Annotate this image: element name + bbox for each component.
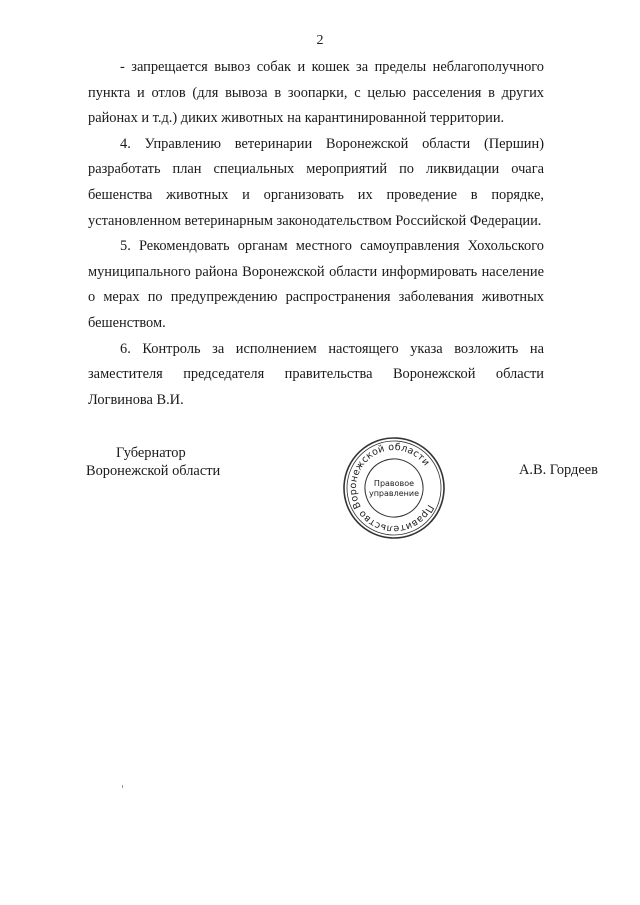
stamp-inner-line1: Правовое xyxy=(373,479,415,488)
paragraph-inform-population: 5. Рекомендовать органам местного самоуправления Хохольского муниципального района Воронежской области информировать население о мерах по предупреждению распространения заболевания животных бешенством. xyxy=(88,238,544,331)
signatory-title xyxy=(86,444,220,480)
official-stamp xyxy=(339,433,449,543)
page-number: 2 xyxy=(316,33,324,48)
document-body xyxy=(88,55,544,413)
stamp-inner-line2: управление xyxy=(368,489,420,498)
signatory-name: А.В. Гордеев xyxy=(519,462,598,478)
scan-speck xyxy=(122,785,123,788)
paragraph-veterinary-plan: 4. Управлению ветеринарии Воронежской области (Першин) разработать план специальных мероприятий по ликвидации очага бешенства животных и организовать их проведение в порядке, установленном ветеринарным законодательством Российской Федерации. xyxy=(88,135,544,229)
paragraph-ban-on-export: - запрещается вывоз собак и кошек за пределы неблагополучного пункта и отлов (для вывоза в зоопарки, с целью расселения в других районах и т.д.) диких животных на карантинированной территории. xyxy=(88,59,544,127)
svg-text:Правительство Воронежской обла xyxy=(339,433,449,543)
paragraph-control: 6. Контроль за исполнением настоящего указа возложить на заместителя председателя правительства Воронежской области Логвинова В.И. xyxy=(88,340,544,408)
stamp-outer-text: Правительство Воронежской области xyxy=(347,441,436,535)
signatory-region: Воронежской области xyxy=(86,463,221,479)
signatory-position: Губернатор xyxy=(116,445,186,461)
